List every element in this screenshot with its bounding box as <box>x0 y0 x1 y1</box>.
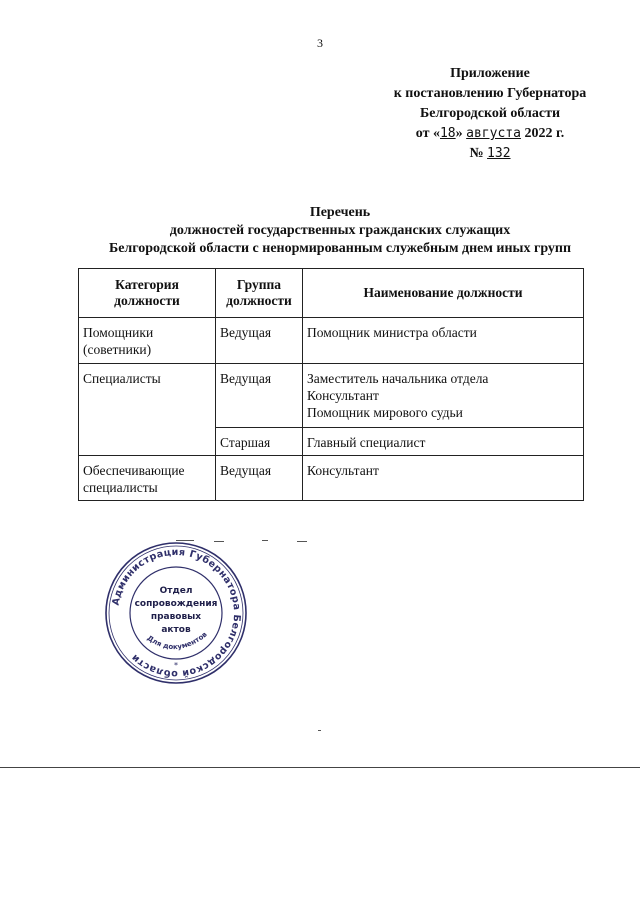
appendix-line-3: Белгородской области <box>419 106 561 121</box>
appendix-block <box>370 64 610 164</box>
scan-mark <box>318 730 321 731</box>
svg-text:Отделсопровожденияправовыхакто: Отдел сопровождения правовых актов <box>134 586 218 635</box>
cell-positions <box>303 456 584 501</box>
date-day: 18 <box>439 126 456 141</box>
position-item: Заместитель начальника отдела <box>307 371 489 386</box>
scan-mark <box>297 541 307 542</box>
cell-group: Ведущая <box>216 364 303 428</box>
table-row <box>79 456 584 501</box>
date-prefix: от « <box>415 126 440 141</box>
positions-table <box>78 268 584 501</box>
document-title <box>40 204 640 258</box>
official-seal-icon <box>103 540 249 686</box>
scan-mark <box>262 540 268 541</box>
date-month: августа <box>466 126 521 141</box>
scan-edge-line <box>0 767 640 768</box>
svg-text:Администрация Губернатора Белг: Администрация Губернатора Белгородской области <box>110 546 243 680</box>
table-header-row <box>79 269 584 318</box>
number-value: 132 <box>487 146 511 161</box>
page-number: 3 <box>317 36 323 50</box>
cell-group: Старшая <box>216 428 303 456</box>
position-item: Помощник министра области <box>307 325 477 340</box>
cell-category: Обеспечивающие специалисты <box>79 456 216 501</box>
cell-category: Специалисты <box>79 364 216 456</box>
date-year: 2022 г. <box>524 126 565 141</box>
appendix-line-2: к постановлению Губернатора <box>393 86 587 101</box>
cell-positions <box>303 364 584 428</box>
cell-group: Ведущая <box>216 456 303 501</box>
date-mid: » <box>455 126 463 141</box>
appendix-line-1: Приложение <box>450 66 530 81</box>
svg-text:*: * <box>174 661 178 670</box>
appendix-date <box>370 124 610 144</box>
header-position: Наименование должности <box>303 269 584 318</box>
position-item: Главный специалист <box>307 435 426 450</box>
table-row <box>79 364 584 428</box>
title-line-2: должностей государственных гражданских служащих <box>169 223 511 238</box>
svg-text:Для документов: Для документов <box>145 630 209 652</box>
title-line-1: Перечень <box>309 205 371 220</box>
header-category: Категория должности <box>79 269 216 318</box>
table-row <box>79 318 584 364</box>
cell-group: Ведущая <box>216 318 303 364</box>
title-line-3: Белгородской области с ненормированным служебным днем иных групп <box>108 241 572 256</box>
position-item: Консультант <box>307 388 379 403</box>
position-item: Консультант <box>307 463 379 478</box>
position-item: Помощник мирового судьи <box>307 405 463 420</box>
cell-positions <box>303 318 584 364</box>
header-group: Группа должности <box>216 269 303 318</box>
appendix-number <box>370 144 610 164</box>
cell-positions <box>303 428 584 456</box>
cell-category: Помощники (советники) <box>79 318 216 364</box>
number-prefix: № <box>469 146 484 161</box>
